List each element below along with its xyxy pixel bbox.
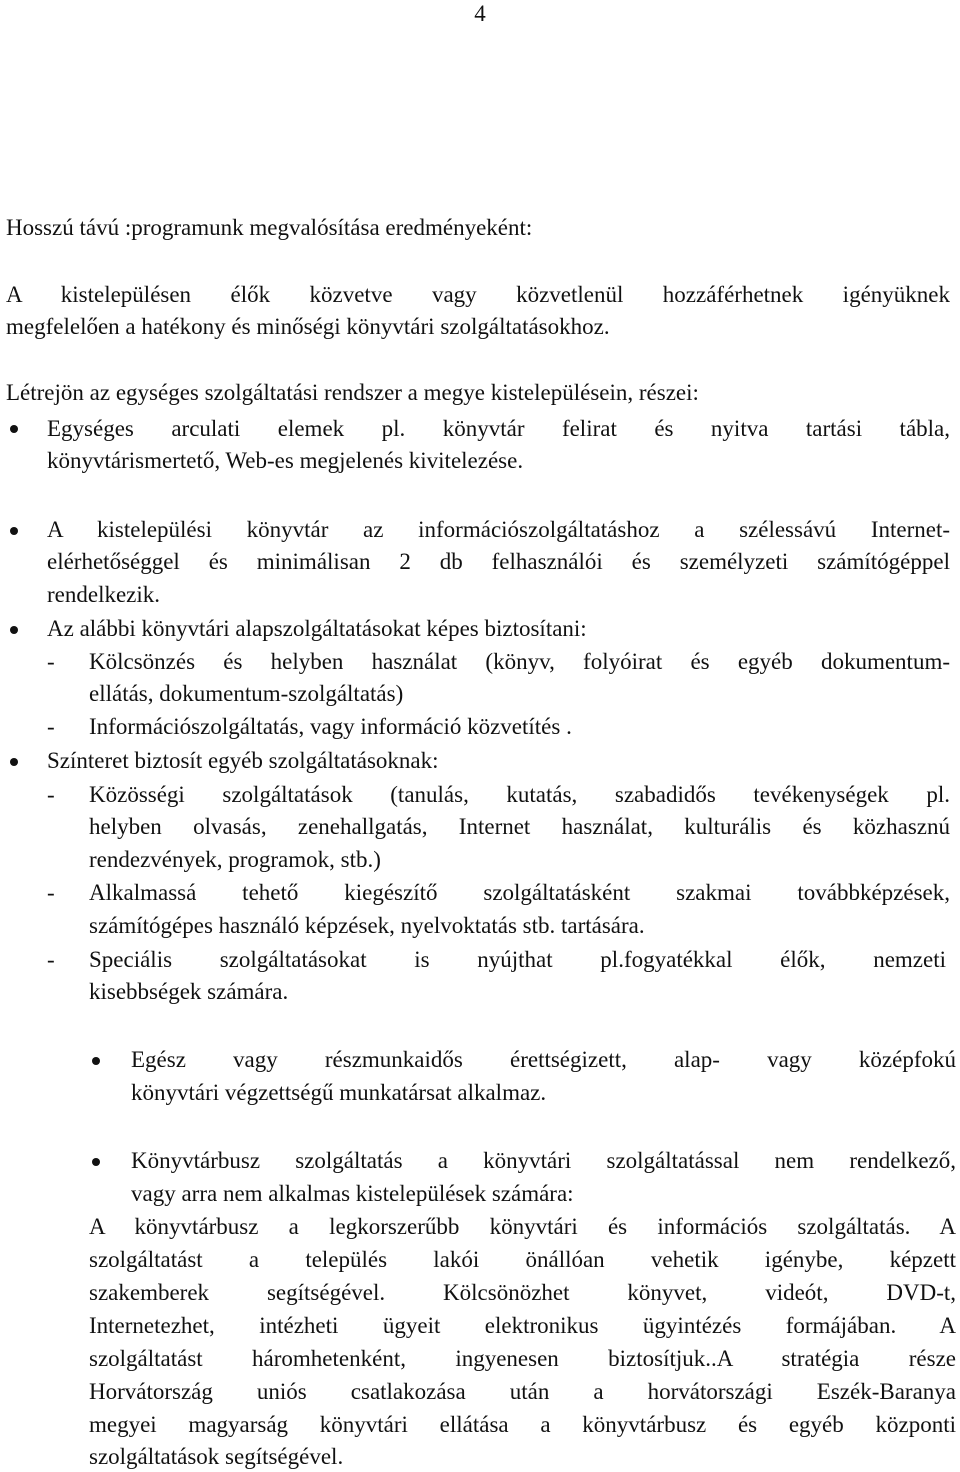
bullet4-item1-line-1: Közösségi szolgáltatások (tanulás, kutatás, szabadidős tevékenységek pl. — [89, 782, 950, 807]
intro-line-2: megfelelően a hatékony és minőségi könyvtári szolgáltatásokhoz. — [6, 314, 610, 339]
dash-marker: - — [47, 714, 55, 739]
bullet5-line-2: könyvtári végzettségű munkatársat alkalmaz. — [131, 1080, 547, 1105]
bullet6-line-1: Könyvtárbusz szolgáltatás a könyvtári szolgáltatással nem rendelkező, — [131, 1148, 956, 1173]
system-intro: Létrejön az egységes szolgáltatási rendszer a megye kistelepülésein, részei: — [6, 380, 699, 405]
bullet3-line: Az alábbi könyvtári alapszolgáltatásokat képes biztosítani: — [47, 616, 587, 641]
bullet2-line-3: rendelkezik. — [47, 582, 161, 607]
dash-marker: - — [47, 782, 55, 807]
bullet-icon — [92, 1057, 100, 1065]
section-heading: Hosszú távú :programunk megvalósítása eredményeként: — [6, 215, 533, 240]
dash-marker: - — [47, 880, 55, 905]
bullet1-line-2: könyvtárismertető, Web-es megjelenés kivitelezése. — [47, 448, 524, 473]
bullet6-line-2: vagy arra nem alkalmas kistelepülések számára: — [131, 1181, 574, 1206]
bullet4-item2-line-2: számítógépes használó képzések, nyelvoktatás stb. tartására. — [89, 913, 645, 938]
bullet-icon — [92, 1158, 100, 1166]
bullet4-item3-line-1: Speciális szolgáltatásokat is nyújthat pl.fogyatékkal élők, nemzeti — [89, 947, 946, 972]
bus-paragraph-line-6: Horvátország uniós csatlakozása után a horvátországi Eszék-Baranya — [89, 1379, 956, 1404]
bullet3-item2: Információszolgáltatás, vagy információ közvetítés . — [89, 714, 572, 739]
bullet3-item1-line-1: Kölcsönzés és helyben használat (könyv, folyóirat és egyéb dokumentum- — [89, 649, 950, 674]
bullet-icon — [10, 626, 18, 634]
bus-paragraph-line-5: szolgáltatást háromhetenként, ingyenesen biztosítjuk..A stratégia része — [89, 1346, 956, 1371]
bullet1-line-1: Egységes arculati elemek pl. könyvtár felirat és nyitva tartási tábla, — [47, 416, 950, 441]
bullet4-line: Színteret biztosít egyéb szolgáltatásoknak: — [47, 748, 439, 773]
bullet4-item1-line-2: helyben olvasás, zenehallgatás, Internet használat, kulturális és közhasznú — [89, 814, 950, 839]
dash-marker: - — [47, 649, 55, 674]
bullet5-line-1: Egész vagy részmunkaidős érettségizett, alap- vagy középfokú — [131, 1047, 956, 1072]
bus-paragraph-line-8: szolgáltatások segítségével. — [89, 1444, 344, 1469]
bullet3-item1-line-2: ellátás, dokumentum-szolgáltatás) — [89, 681, 404, 706]
bus-paragraph-line-2: szolgáltatást a település lakói önállóan vehetik igénybe, képzett — [89, 1247, 956, 1272]
dash-marker: - — [47, 947, 55, 972]
page-number: 4 — [474, 1, 486, 26]
bullet2-line-1: A kistelepülési könyvtár az információszolgáltatáshoz a szélessávú Internet- — [47, 517, 950, 542]
bullet4-item2-line-1: Alkalmassá tehető kiegészítő szolgáltatásként szakmai továbbképzések, — [89, 880, 950, 905]
bus-paragraph-line-7: megyei magyarság könyvtári ellátása a könyvtárbusz és egyéb központi — [89, 1412, 956, 1437]
bullet-icon — [10, 527, 18, 535]
bullet4-item1-line-3: rendezvények, programok, stb.) — [89, 847, 381, 872]
bullet-icon — [10, 758, 18, 766]
bus-paragraph-line-4: Internetezhet, intézheti ügyeit elektronikus ügyintézés formájában. A — [89, 1313, 956, 1338]
bullet-icon — [10, 425, 18, 433]
bullet2-line-2: elérhetőséggel és minimálisan 2 db felhasználói és személyzeti számítógéppel — [47, 549, 950, 574]
intro-line-1: A kistelepülésen élők közvetve vagy közvetlenül hozzáférhetnek igényüknek — [6, 282, 950, 307]
bullet4-item3-line-2: kisebbségek számára. — [89, 979, 289, 1004]
bus-paragraph-line-3: szakemberek segítségével. Kölcsönözhet könyvet, videót, DVD-t, — [89, 1280, 956, 1305]
bus-paragraph-line-1: A könyvtárbusz a legkorszerűbb könyvtári és információs szolgáltatás. A — [89, 1214, 956, 1239]
